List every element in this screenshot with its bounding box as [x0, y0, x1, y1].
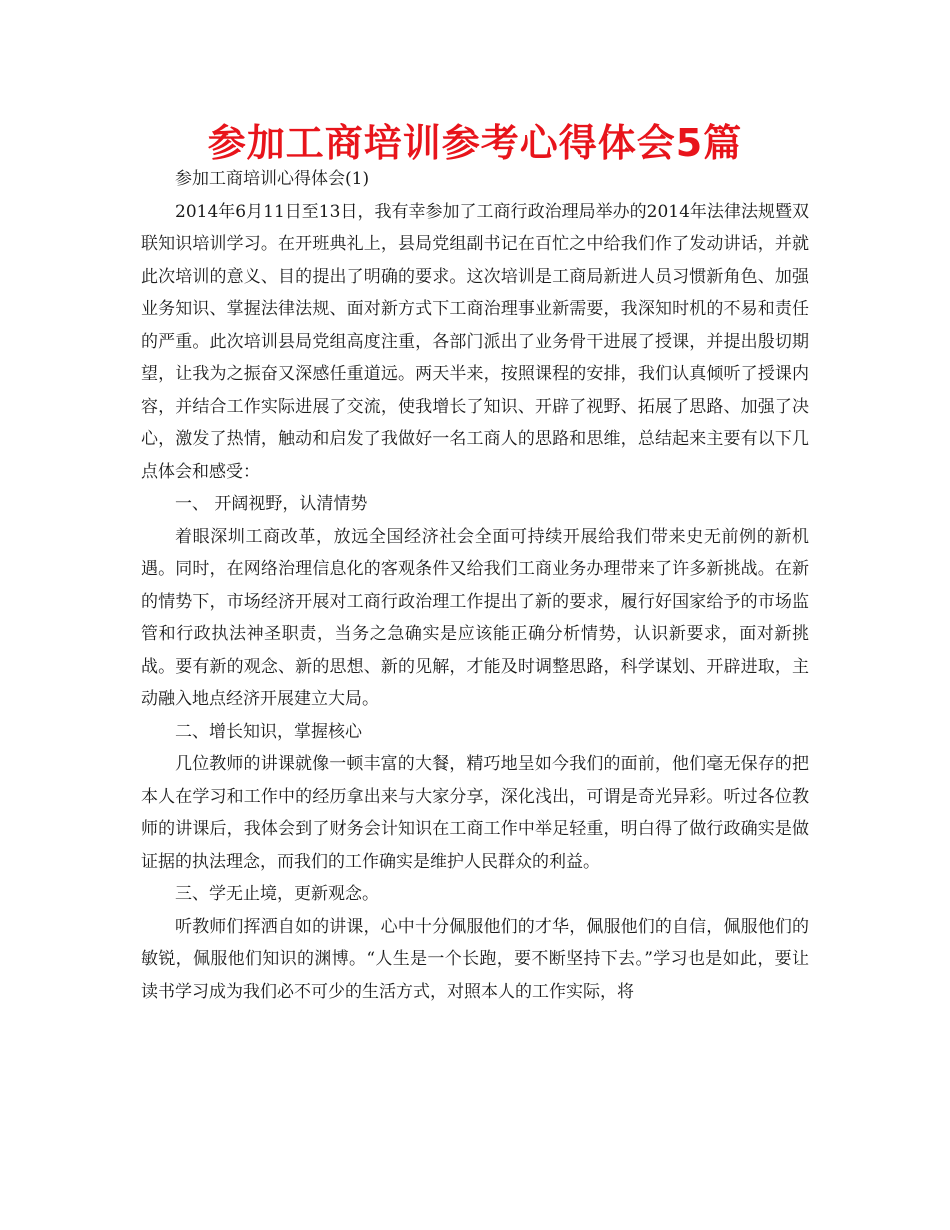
document-body: [141, 163, 809, 1008]
paragraph-section-1: 着眼深圳工商改革，放远全国经济社会全面可持续开展给我们带来史无前例的新机遇。同时，在网络治理信息化的客观条件又给我们工商业务办理带来了许多新挑战。在新的情势下，市场经济开展对工商行政治理工作提出了新的要求，履行好国家给予的市场监管和行政执法神圣职责，当务之急确实是应该能正确分析情势，认识新要求，面对新挑战。要有新的观念、新的思想、新的见解，才能及时调整思路，科学谋划、开辟进取，主动融入地点经济开展建立大局。: [141, 526, 809, 709]
section-heading-2: 二、增长知识，掌握核心: [175, 721, 362, 742]
paragraph-intro: 2014年6月11日至13日，我有幸参加了工商行政治理局举办的2014年法律法规暨双联知识培训学习。在开班典礼上，县局党组副书记在百忙之中给我们作了发动讲话，并就此次培训的意义、目的提出了明确的要求。这次培训是工商局新进人员习惯新角色、加强业务知识、掌握法律法规、面对新方式下工商治理事业新需要，我深知时机的不易和责任的严重。此次培训县局党组高度注重，各部门派出了业务骨干进展了授课，并提出殷切期望，让我为之振奋又深感任重道远。两天半来，按照课程的安排，我们认真倾听了授课内容，并结合工作实际进展了交流，使我增长了知识、开辟了视野、拓展了思路、加强了决心，激发了热情，触动和启发了我做好一名工商人的思路和思维，总结起来主要有以下几点体会和感受：: [141, 201, 809, 482]
document-title: 参加工商培训参考心得体会5篇: [207, 121, 743, 165]
section-heading-1: 一、 开阔视野，认清情势: [175, 494, 368, 514]
paragraph-subtitle: 参加工商培训心得体会(1): [175, 169, 370, 189]
section-heading-3: 三、学无止境，更新观念。: [175, 884, 379, 904]
paragraph-section-2: 几位教师的讲课就像一顿丰富的大餐，精巧地呈如今我们的面前，他们毫无保存的把本人在学习和工作中的经历拿出来与大家分享，深化浅出，可谓是奇光异彩。听过各位教师的讲课后，我体会到了财务会计知识在工商工作中举足轻重，明白得了做行政确实是做证据的执法理念，而我们的工作确实是维护人民群众的利益。: [141, 754, 809, 872]
paragraph-section-3: 听教师们挥洒自如的讲课，心中十分佩服他们的才华，佩服他们的自信，佩服他们的敏锐，佩服他们知识的渊博。“人生是一个长跑，要不断坚持下去。”学习也是如此，要让读书学习成为我们必不可少的生活方式，对照本人的工作实际，将: [141, 916, 809, 1002]
